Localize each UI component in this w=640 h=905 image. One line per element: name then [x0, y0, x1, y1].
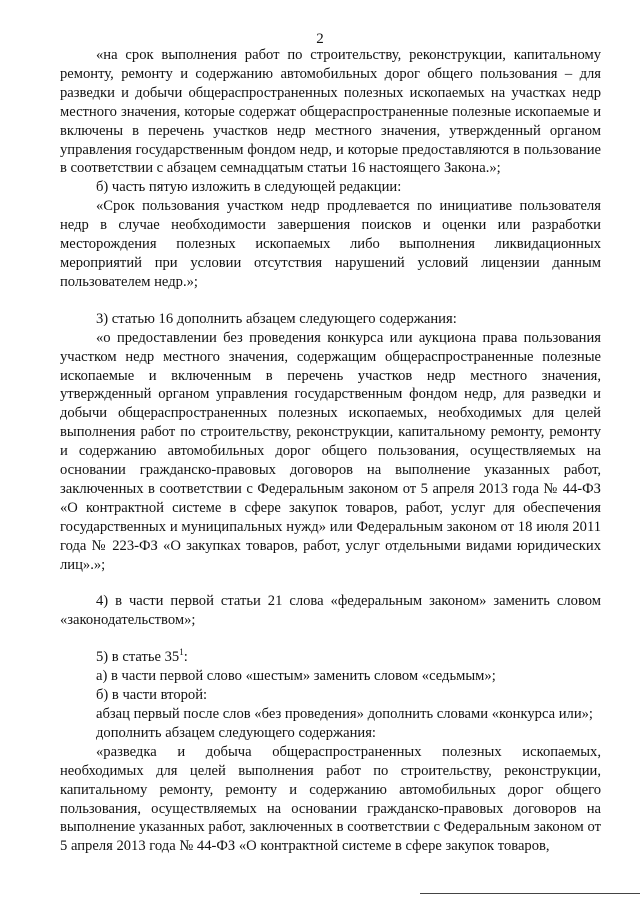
- paragraph-term-extension: «Срок пользования участком недр продлевается по инициативе пользователя недр в случае необходимости завершения поисков и оценки или разработки месторождения полезных ископаемых либо выполнения ликвидационных мероприятий при условии отсутствия нарушений условий лицензии данным пользователем недр.»;: [60, 198, 601, 290]
- paragraph-part-five: б) часть пятую изложить в следующей редакции:: [96, 179, 402, 196]
- paragraph-add-abzac: дополнить абзацем следующего содержания:: [96, 724, 376, 741]
- paragraph-item-5: [60, 648, 601, 667]
- item-5-text: 5) в статье 35: [96, 649, 180, 666]
- document-body: [60, 46, 601, 856]
- item-5-colon: :: [183, 649, 188, 666]
- scan-edge-line: [420, 893, 640, 894]
- paragraph-deadline-clause: «на срок выполнения работ по строительству, реконструкции, капитальному ремонту, ремонту и содержанию автомобильных дорог общего пользования – для разведки и добычи общераспространенных полезных ископаемых на участках недр местного значения, которые содержат общераспространенные полезные ископаемые и включены в перечень участков недр местного значения, утвержденный органом управления государственным фондом недр, и которые предоставляются в пользование в соответствии с абзацем семнадцатым статьи 16 настоящего Закона.»;: [60, 47, 601, 177]
- paragraph-sub-a: а) в части первой слово «шестым» заменить словом «седьмым»;: [96, 668, 496, 685]
- paragraph-item-3: 3) статью 16 дополнить абзацем следующего содержания:: [96, 310, 457, 327]
- paragraph-no-tender-clause: «о предоставлении без проведения конкурса или аукциона права пользования участком недр местного значения, содержащим общераспространенные полезные ископаемые и включенным в перечень участков недр местного значения, утвержденный органом управления государственным фондом недр, для разведки и добычи общераспространенных полезных ископаемых, необходимых для целей выполнения работ по строительству, реконструкции, капитальному ремонту, ремонту и содержанию автомобильных дорог общего пользования, осуществляемых на основании гражданско-правовых договоров на выполнение указанных работ, заключенных в соответствии с Федеральным законом от 5 апреля 2013 года № 44-ФЗ «О контрактной системе в сфере закупок товаров, работ, услуг для обеспечения государственных и муниципальных нужд» или Федеральным законом от 18 июля 2011 года № 223-ФЗ «О закупках товаров, работ, услуг отдельными видами юридических лиц».»;: [60, 329, 601, 573]
- item-5-superscript: 1: [179, 647, 184, 658]
- paragraph-exploration-clause: «разведка и добыча общераспространенных полезных ископаемых, необходимых для целей выполнения работ по строительству, реконструкции, капитальному ремонту, ремонту и содержанию автомобильных дорог общего пользования, осуществляемых на основании гражданско-правовых договоров на выполнение указанных работ, заключенных в соответствии с Федеральным законом от 5 апреля 2013 года № 44-ФЗ «О контрактной системе в сфере закупок товаров,: [60, 743, 601, 855]
- paragraph-first-abzac: абзац первый после слов «без проведения» дополнить словами «конкурса или»;: [96, 706, 593, 722]
- paragraph-item-4: 4) в части первой статьи 21 слова «федеральным законом» заменить словом «законодательством»;: [60, 593, 601, 629]
- paragraph-sub-b: б) в части второй:: [96, 687, 208, 704]
- page-number: 2: [316, 31, 324, 47]
